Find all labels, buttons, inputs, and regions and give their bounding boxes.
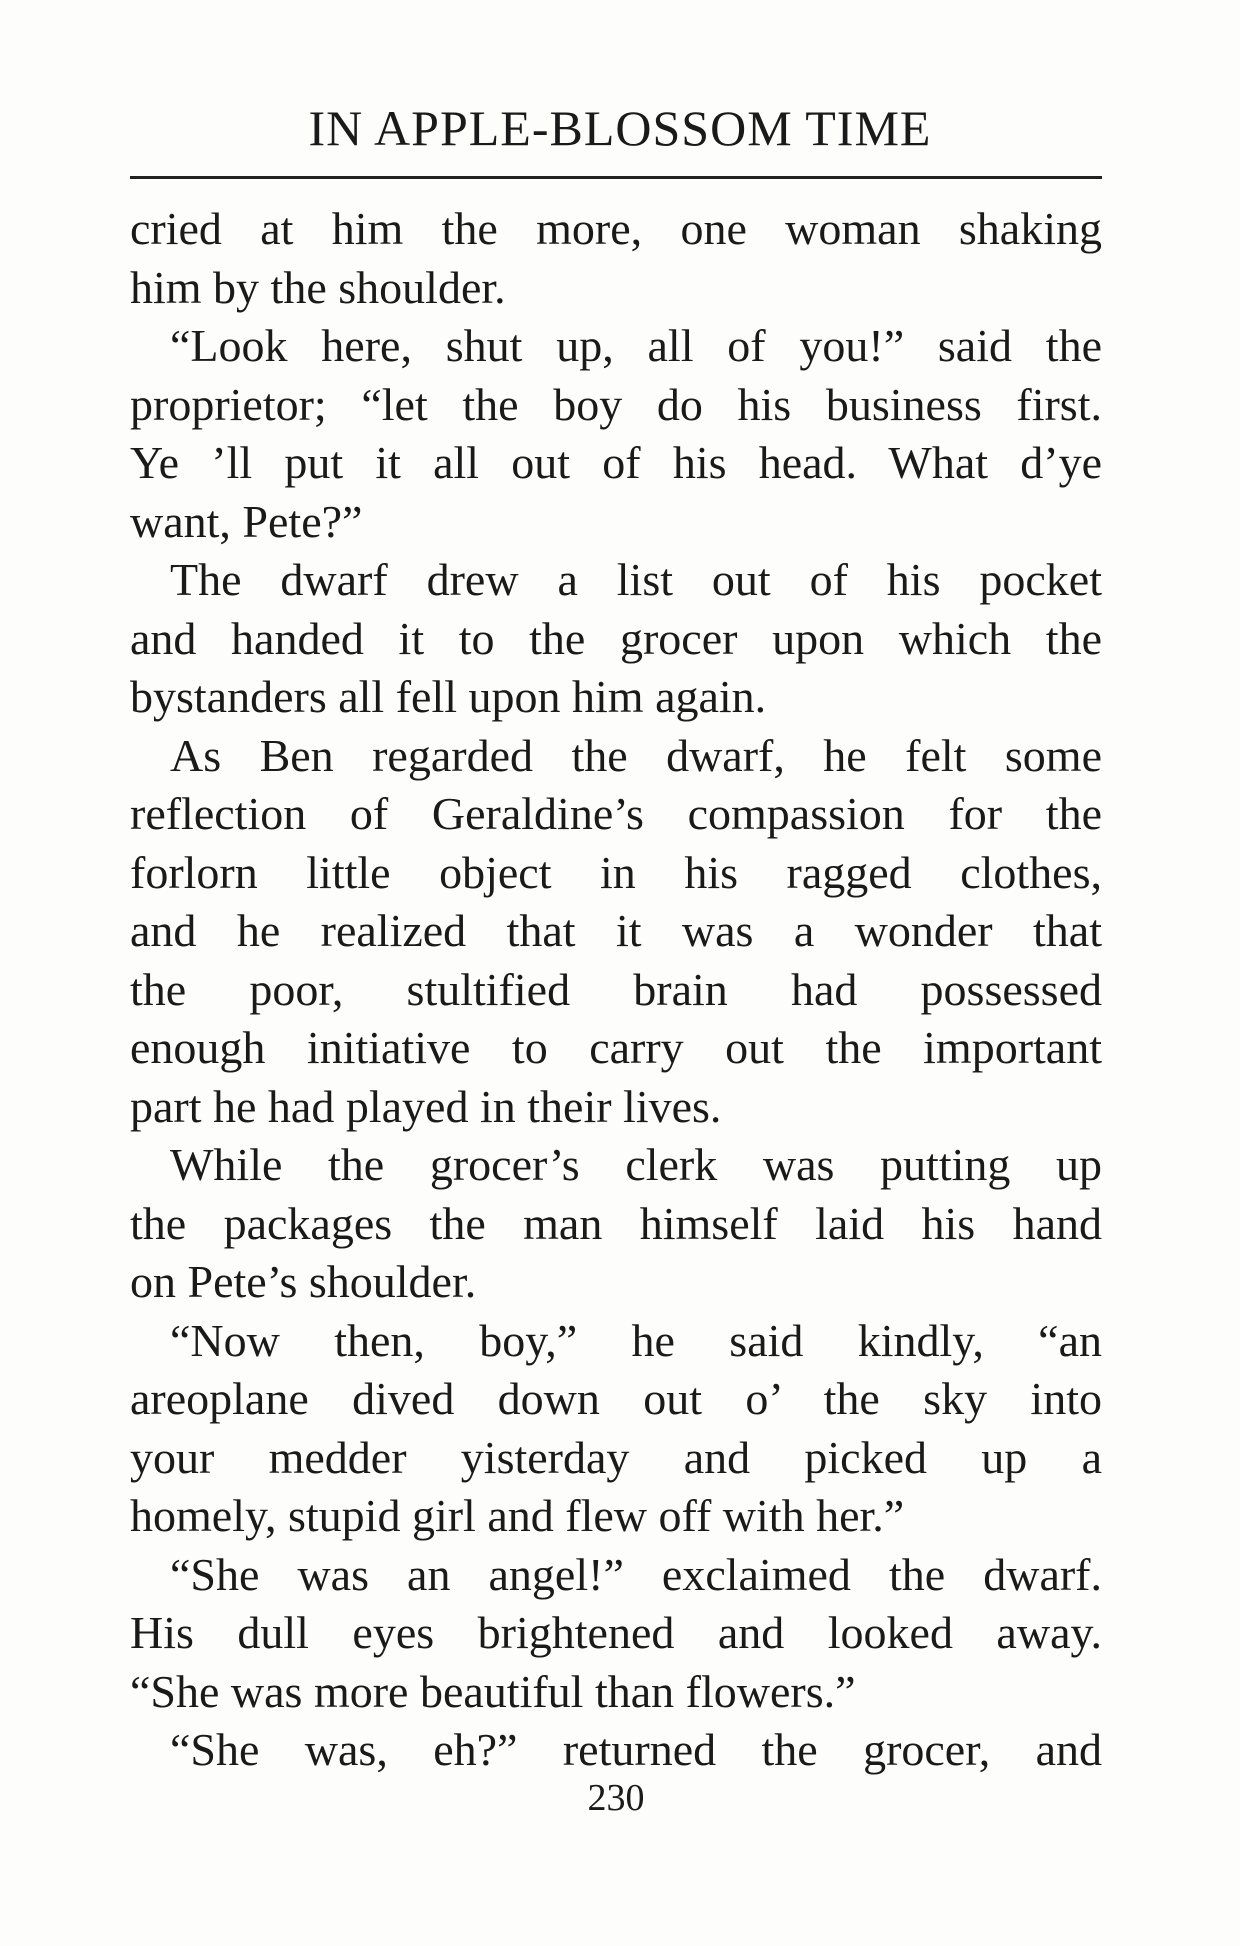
header-rule (130, 176, 1102, 179)
text-line: areoplane dived down out o’ the sky into (130, 1373, 1102, 1424)
text-line: The dwarf drew a list out of his pocket (170, 554, 1102, 605)
body-text (130, 200, 1102, 1780)
text-line: “Look here, shut up, all of you!” said the (170, 320, 1102, 371)
text-line: part he had played in their lives. (130, 1080, 722, 1132)
text-line: “Now then, boy,” he said kindly, “an (170, 1314, 1102, 1366)
text-line: While the grocer’s clerk was putting up (170, 1139, 1102, 1190)
text-line: enough initiative to carry out the important (130, 1022, 1102, 1073)
text-line: and he realized that it was a wonder that (130, 905, 1102, 956)
text-line: the packages the man himself laid his hand (130, 1197, 1102, 1249)
running-head: IN APPLE-BLOSSOM TIME (308, 100, 932, 156)
text-line: your medder yisterday and picked up a (130, 1431, 1102, 1483)
page-number: 230 (587, 1777, 645, 1819)
text-line: cried at him the more, one woman shaking (130, 203, 1102, 254)
text-line: reflection of Geraldine’s compassion for the (130, 788, 1102, 839)
text-line: Ye ’ll put it all out of his head. What d’ye (130, 437, 1102, 488)
text-line: His dull eyes brightened and looked away. (130, 1607, 1102, 1658)
text-line: As Ben regarded the dwarf, he felt some (170, 729, 1102, 781)
text-line: want, Pete?” (130, 495, 363, 547)
text-line: “She was, eh?” returned the grocer, and (170, 1724, 1102, 1775)
text-line: homely, stupid girl and flew off with her.” (130, 1490, 905, 1541)
text-line: “She was an angel!” exclaimed the dwarf. (170, 1548, 1102, 1600)
text-line: “She was more beautiful than flowers.” (130, 1665, 856, 1717)
text-line: the poor, stultified brain had possessed (130, 963, 1102, 1015)
text-line: on Pete’s shoulder. (130, 1256, 477, 1307)
text-line: him by the shoulder. (130, 261, 506, 313)
text-line: and handed it to the grocer upon which the (130, 612, 1102, 664)
text-line: proprietor; “let the boy do his business first. (130, 378, 1102, 430)
text-line: forlorn little object in his ragged clothes, (130, 846, 1102, 898)
text-line: bystanders all fell upon him again. (130, 671, 767, 722)
